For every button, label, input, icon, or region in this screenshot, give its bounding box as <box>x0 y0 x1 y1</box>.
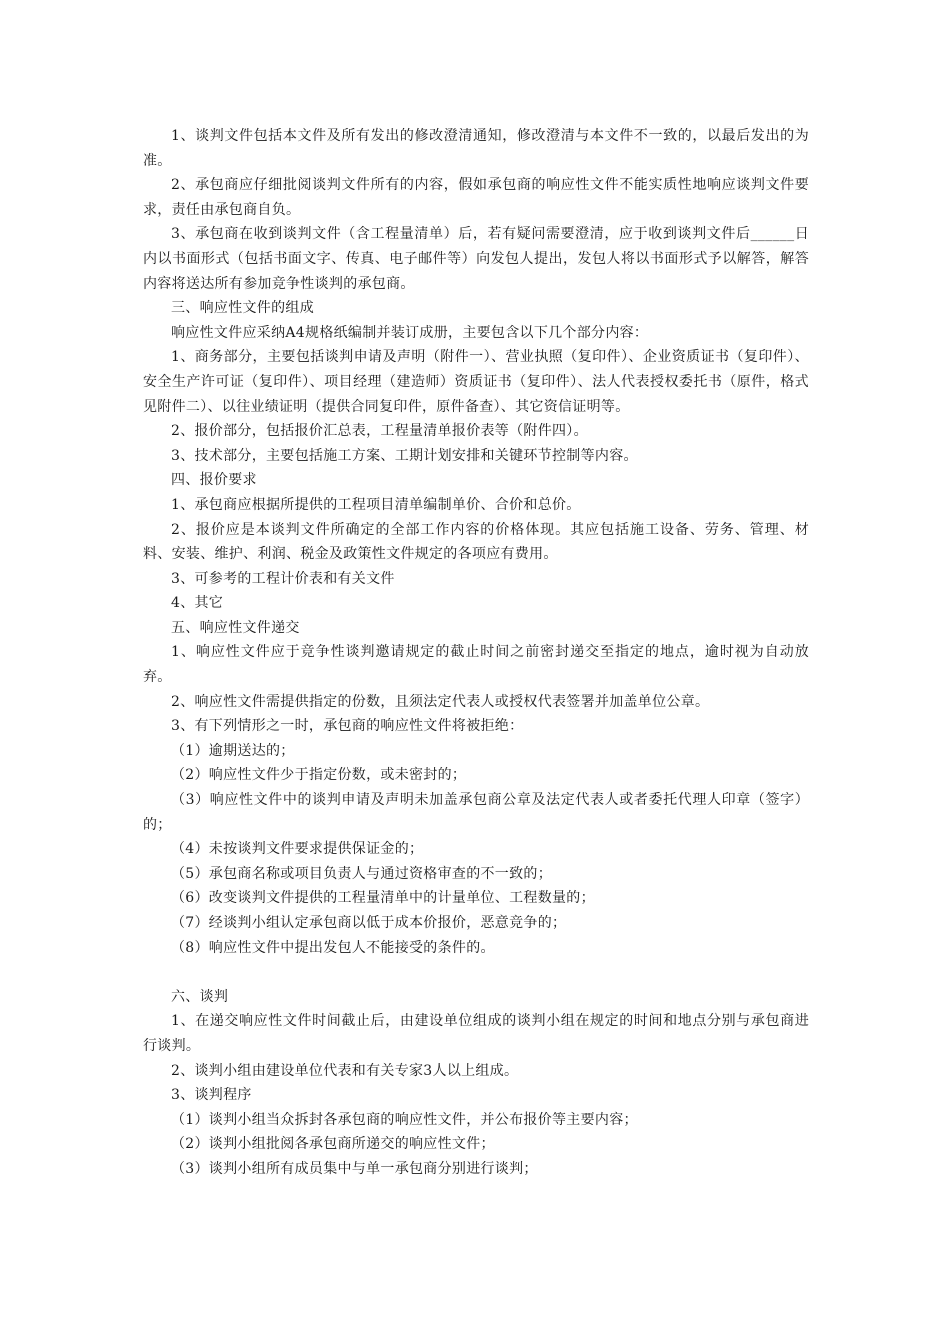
paragraph: 响应性文件应采纳A4规格纸编制并装订成册，主要包含以下几个部分内容： <box>171 324 649 341</box>
paragraph: 3、有下列情形之一时，承包商的响应性文件将被拒绝： <box>171 718 524 735</box>
paragraph: 3、可参考的工程计价表和有关文件 <box>171 570 395 587</box>
list-item: （3）响应性文件中的谈判申请及声明未加盖承包商公章及法定代表人或者委托代理人印章（签字）的； <box>143 792 809 833</box>
document-body <box>143 124 809 1182</box>
paragraph: 1、在递交响应性文件时间截止后，由建设单位组成的谈判小组在规定的时间和地点分别与承包商进行谈判。 <box>143 1013 809 1054</box>
paragraph: 4、其它 <box>171 595 224 612</box>
paragraph: 3、技术部分，主要包括施工方案、工期计划安排和关键环节控制等内容。 <box>171 447 638 464</box>
list-item: （3）谈判小组所有成员集中与单一承包商分别进行谈判； <box>171 1160 538 1177</box>
paragraph: 2、谈判小组由建设单位代表和有关专家3人以上组成。 <box>171 1062 519 1079</box>
list-item: （7）经谈判小组认定承包商以低于成本价报价，恶意竞争的； <box>171 915 567 931</box>
paragraph: 2、报价应是本谈判文件所确定的全部工作内容的价格体现。其应包括施工设备、劳务、管理、材料、安装、维护、利润、税金及政策性文件规定的各项应有费用。 <box>143 521 809 563</box>
paragraph: 3、谈判程序 <box>171 1087 252 1104</box>
list-item: （8）响应性文件中提出发包人不能接受的条件的。 <box>171 939 495 956</box>
section-heading: 五、响应性文件递交 <box>171 619 300 636</box>
list-item: （1）谈判小组当众拆封各承包商的响应性文件，并公布报价等主要内容； <box>171 1111 638 1128</box>
paragraph: 3、承包商在收到谈判文件（含工程量清单）后，若有疑问需要澄清，应于收到谈判文件后______日内以书面形式（包括书面文字、传真、电子邮件等）向发包人提出，发包人将以书面形式予以解答，解答内容将送达所有参加竞争性谈判的承包商。 <box>143 226 809 292</box>
paragraph: 1、承包商应根据所提供的工程项目清单编制单价、合价和总价。 <box>171 496 581 513</box>
list-item: （2）响应性文件少于指定份数，或未密封的； <box>171 767 467 784</box>
section-heading: 三、响应性文件的组成 <box>171 300 314 317</box>
paragraph: 1、谈判文件包括本文件及所有发出的修改澄清通知，修改澄清与本文件不一致的，以最后发出的为准。 <box>143 128 809 169</box>
list-item: （1）逾期送达的； <box>171 742 295 759</box>
paragraph: 1、商务部分，主要包括谈判申请及声明（附件一）、营业执照（复印件）、企业资质证书（复印件）、安全生产许可证（复印件）、项目经理（建造师）资质证书（复印件）、法人代表授权委托书（原件，格式见附件二）、以往业绩证明（提供合同复印件，原件备查）、其它资信证明等。 <box>143 349 809 415</box>
list-item: （6）改变谈判文件提供的工程量清单中的计量单位、工程数量的； <box>171 890 595 907</box>
list-item: （5）承包商名称或项目负责人与通过资格审查的不一致的； <box>171 865 553 882</box>
list-item: （2）谈判小组批阅各承包商所递交的响应性文件； <box>171 1136 495 1153</box>
paragraph: 2、报价部分，包括报价汇总表，工程量清单报价表等（附件四）。 <box>171 423 588 440</box>
list-item: （4）未按谈判文件要求提供保证金的； <box>171 841 424 858</box>
paragraph: 2、承包商应仔细批阅谈判文件所有的内容，假如承包商的响应性文件不能实质性地响应谈判文件要求，责任由承包商自负。 <box>143 177 809 218</box>
paragraph: 2、响应性文件需提供指定的份数，且须法定代表人或授权代表签署并加盖单位公章。 <box>171 693 710 710</box>
section-heading: 六、谈判 <box>171 988 229 1005</box>
section-heading: 四、报价要求 <box>171 472 257 489</box>
paragraph: 1、响应性文件应于竞争性谈判邀请规定的截止时间之前密封递交至指定的地点，逾时视为自动放弃。 <box>143 644 809 686</box>
blank-line <box>143 960 809 985</box>
